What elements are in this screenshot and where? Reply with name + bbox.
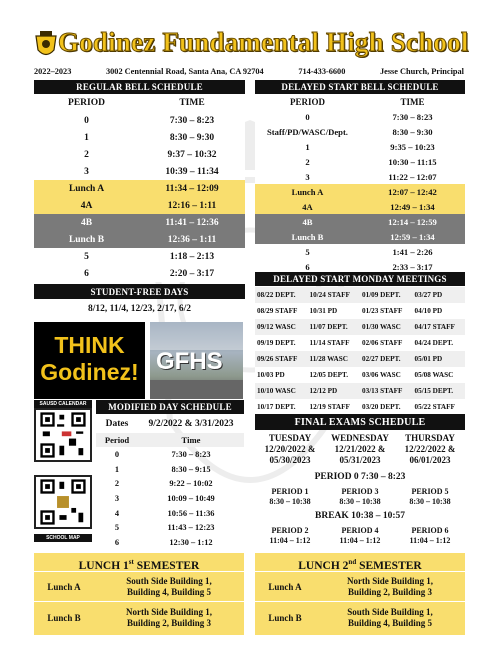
- col-time: TIME: [179, 98, 205, 108]
- meeting-cell: 10/17 DEPT.: [257, 403, 296, 411]
- period-cell: 1: [305, 141, 310, 152]
- time-cell: 1:41 – 2:26: [392, 246, 433, 257]
- final-period-name: PERIOD 6: [411, 526, 449, 535]
- school-name: Godinez Fundamental High School: [58, 27, 469, 57]
- period-cell: 1: [114, 464, 120, 474]
- meeting-cell: 04/10 PD: [414, 307, 443, 315]
- final-period-col: [395, 526, 465, 546]
- time-cell: 12:07 – 12:42: [388, 186, 437, 197]
- meeting-cell: 10/10 WASC: [257, 387, 296, 395]
- campus-photo: [150, 322, 243, 399]
- lunch2-title: LUNCH 2nd SEMESTER: [298, 558, 422, 572]
- time-cell: 9:37 – 10:32: [167, 149, 217, 160]
- final-day-name: WEDNESDAY: [331, 433, 389, 443]
- principal-name: Jesse Church, Principal: [380, 67, 464, 76]
- meeting-cell: 10/31 PD: [309, 307, 338, 315]
- delayed-row: [255, 169, 465, 184]
- final-period-0: PERIOD 0 7:30 – 8:23: [314, 472, 406, 482]
- regular-row: [34, 112, 245, 129]
- school-crest-icon: [34, 30, 58, 60]
- lunch2-a-row: [255, 571, 465, 601]
- meeting-cell: 12/19 STAFF: [309, 403, 350, 411]
- time-cell: 10:09 – 10:49: [167, 493, 215, 503]
- free-days-dates: 8/12, 11/4, 12/23, 2/17, 6/2: [88, 304, 191, 314]
- final-day-name: THURSDAY: [405, 433, 455, 443]
- meeting-cell: 03/20 DEPT.: [362, 403, 401, 411]
- period-cell: 3: [305, 171, 310, 182]
- time-cell: 12:36 – 1:11: [167, 234, 217, 245]
- qr-calendar-label: SAUSD CALENDAR: [34, 400, 92, 408]
- final-period-time: 8:30 – 10:38: [269, 497, 311, 506]
- modified-row: [96, 447, 244, 462]
- final-day-date: 12/21/2022 &: [334, 444, 386, 454]
- period-cell: Lunch B: [68, 234, 105, 245]
- monday-meetings-table: [255, 287, 465, 415]
- final-exams-title: FINAL EXAMS SCHEDULE: [255, 414, 465, 430]
- time-cell: 7:30 – 8:23: [392, 111, 433, 122]
- meeting-cell: 12/12 PD: [309, 387, 338, 395]
- lunch2-b-label: Lunch B: [268, 612, 302, 623]
- final-day-col: [325, 433, 395, 466]
- regular-schedule-title: REGULAR BELL SCHEDULE: [34, 80, 245, 94]
- time-cell: 7:30 – 8:23: [169, 115, 215, 126]
- final-period-name: PERIOD 4: [341, 526, 379, 535]
- period-cell: 4A: [80, 200, 93, 211]
- meeting-cell: 01/30 WASC: [362, 323, 401, 331]
- final-day-col: [255, 433, 325, 466]
- period-cell: Lunch A: [291, 186, 324, 197]
- meeting-cell: 05/22 STAFF: [414, 403, 455, 411]
- meeting-cell: 05/01 PD: [414, 355, 443, 363]
- final-period-col: [325, 487, 395, 507]
- delayed-row: [255, 199, 465, 214]
- col-time: Time: [181, 435, 201, 445]
- qr-code-icon: [34, 408, 92, 462]
- qr-calendar[interactable]: [34, 400, 92, 467]
- meeting-cell: 04/17 STAFF: [414, 323, 455, 331]
- free-days-title: STUDENT-FREE DAYS: [34, 284, 245, 299]
- modified-row: [96, 476, 244, 491]
- time-cell: 10:39 – 11:34: [165, 166, 219, 177]
- period-cell: 6: [114, 537, 120, 547]
- meeting-cell: 10/24 STAFF: [309, 291, 350, 299]
- meeting-cell: 05/15 DEPT.: [414, 387, 454, 395]
- period-cell: 5: [114, 523, 120, 533]
- lunch2-b-row: [255, 601, 465, 633]
- regular-row: [34, 129, 245, 146]
- period-cell: Staff/PD/WASC/Dept.: [267, 126, 348, 137]
- lunch1-a-label: Lunch A: [47, 581, 81, 592]
- modified-dates-label: Dates: [105, 419, 129, 429]
- delayed-row: [255, 229, 465, 244]
- period-cell: 5: [305, 246, 310, 257]
- meeting-cell: 03/06 WASC: [362, 371, 401, 379]
- info-bar: [34, 67, 464, 79]
- delayed-header-row: [255, 94, 465, 109]
- think-line-1: THINK: [54, 332, 125, 358]
- delayed-schedule-title: DELAYED START BELL SCHEDULE: [255, 80, 465, 94]
- time-cell: 12:14 – 12:59: [388, 216, 437, 227]
- lunch2-a-label: Lunch A: [268, 581, 302, 592]
- modified-dates-value: 9/2/2022 & 3/31/2023: [148, 419, 234, 429]
- school-year: 2022–2023: [34, 67, 72, 76]
- final-day-date: 12/20/2022 &: [264, 444, 316, 454]
- final-day-name: TUESDAY: [268, 433, 312, 443]
- think-godinez-banner: [34, 322, 145, 399]
- school-address: 3002 Centennial Road, Santa Ana, CA 92704: [106, 67, 264, 76]
- final-period-col: [255, 526, 325, 546]
- qr-code-icon: [34, 475, 92, 529]
- meeting-cell: 01/09 DEPT.: [362, 291, 401, 299]
- final-period-col: [395, 487, 465, 507]
- school-phone: 714-433-6600: [298, 67, 346, 76]
- meeting-cell: 09/19 DEPT.: [257, 339, 296, 347]
- modified-row: [96, 506, 244, 521]
- period-cell: 6: [84, 268, 89, 279]
- meeting-row: [255, 303, 465, 319]
- period-cell: 0: [114, 449, 120, 459]
- meeting-cell: 02/06 STAFF: [362, 339, 403, 347]
- modified-row: [96, 491, 244, 506]
- final-period-name: PERIOD 3: [341, 487, 379, 496]
- meeting-cell: 09/12 WASC: [257, 323, 296, 331]
- delayed-row: [255, 214, 465, 229]
- period-cell: 6: [305, 261, 310, 272]
- meeting-cell: 11/28 WASC: [309, 355, 348, 363]
- regular-row: [34, 180, 245, 197]
- period-cell: 4A: [302, 201, 313, 212]
- meeting-row: [255, 399, 465, 415]
- final-exam-days: [255, 433, 465, 466]
- regular-header-row: [34, 94, 245, 112]
- qr-map-label: SCHOOL MAP: [34, 534, 92, 542]
- delayed-row: [255, 244, 465, 259]
- meeting-cell: 09/26 STAFF: [257, 355, 298, 363]
- lunch2-a-location: North Side Building 1, Building 2, Building 3: [346, 575, 434, 597]
- meeting-cell: 03/13 STAFF: [362, 387, 403, 395]
- regular-row: [34, 146, 245, 163]
- final-period-time: 11:04 – 1:12: [269, 536, 311, 545]
- modified-row: [96, 462, 244, 477]
- delayed-row: [255, 154, 465, 169]
- meeting-cell: 05/08 WASC: [414, 371, 454, 379]
- final-period-time: 8:30 – 10:38: [339, 497, 381, 506]
- meeting-cell: 03/27 PD: [414, 291, 443, 299]
- modified-row: [96, 520, 244, 535]
- final-period-time: 11:04 – 1:12: [339, 536, 381, 545]
- col-time: TIME: [400, 96, 425, 107]
- meeting-cell: 04/24 DEPT.: [414, 339, 454, 347]
- period-cell: 2: [114, 479, 120, 489]
- delayed-schedule-table: [255, 94, 465, 274]
- modified-schedule-table: [96, 433, 244, 550]
- regular-row: [34, 163, 245, 180]
- period-cell: 4B: [302, 216, 313, 227]
- delayed-row: [255, 109, 465, 124]
- final-period-name: PERIOD 2: [271, 526, 309, 535]
- period-cell: 5: [84, 251, 89, 262]
- meeting-cell: 12/05 DEPT.: [309, 371, 349, 379]
- meeting-row: [255, 319, 465, 335]
- final-period-name: PERIOD 5: [411, 487, 449, 496]
- period-cell: Lunch A: [68, 183, 105, 194]
- period-cell: 4B: [80, 217, 93, 228]
- lunch1-a-row: [34, 571, 244, 601]
- final-day-date: 06/01/2023: [409, 455, 451, 465]
- lunch-second-semester: [255, 553, 465, 635]
- modified-row: [96, 535, 244, 550]
- time-cell: 8:30 – 9:30: [169, 132, 215, 143]
- regular-row: [34, 197, 245, 214]
- time-cell: 12:59 – 1:34: [390, 231, 435, 242]
- col-period: PERIOD: [68, 98, 105, 108]
- campus-sign-text: GFHS: [156, 348, 223, 375]
- regular-row: [34, 265, 245, 282]
- time-cell: 11:22 – 12:07: [388, 171, 437, 182]
- time-cell: 9:22 – 10:02: [169, 479, 213, 489]
- time-cell: 11:43 – 12:23: [167, 523, 215, 533]
- meeting-row: [255, 383, 465, 399]
- delayed-row: [255, 139, 465, 154]
- meeting-cell: 02/27 DEPT.: [362, 355, 401, 363]
- time-cell: 8:30 – 9:15: [171, 464, 211, 474]
- modified-schedule-title: MODIFIED DAY SCHEDULE: [96, 400, 244, 414]
- think-line-2: Godinez!: [40, 359, 139, 385]
- qr-school-map[interactable]: [34, 475, 92, 542]
- time-cell: 10:56 – 11:36: [167, 508, 215, 518]
- regular-schedule-table: [34, 94, 245, 282]
- period-cell: 1: [84, 132, 89, 143]
- time-cell: 11:41 – 12:36: [165, 217, 219, 228]
- final-day-col: [395, 433, 465, 466]
- regular-row: [34, 231, 245, 248]
- final-period-col: [255, 487, 325, 507]
- col-period: Period: [104, 435, 130, 445]
- time-cell: 9:35 – 10:23: [390, 141, 435, 152]
- final-period-time: 11:04 – 1:12: [409, 536, 451, 545]
- period-cell: 2: [84, 149, 89, 160]
- time-cell: 2:33 – 3:17: [392, 261, 433, 272]
- final-period-name: PERIOD 1: [271, 487, 309, 496]
- meeting-cell: 01/23 STAFF: [362, 307, 403, 315]
- final-day-date: 12/22/2022 &: [404, 444, 456, 454]
- col-period: PERIOD: [289, 96, 325, 107]
- time-cell: 11:34 – 12:09: [165, 183, 219, 194]
- final-period-col: [325, 526, 395, 546]
- lunch2-b-location: South Side Building 1, Building 4, Building 5: [347, 606, 433, 628]
- regular-row: [34, 214, 245, 231]
- meeting-cell: 08/22 DEPT.: [257, 291, 296, 299]
- period-cell: 3: [84, 166, 89, 177]
- monday-meetings-title: DELAYED START MONDAY MEETINGS: [255, 272, 465, 286]
- delayed-row: [255, 184, 465, 199]
- time-cell: 7:30 – 8:23: [171, 449, 211, 459]
- final-period-time: 8:30 – 10:38: [409, 497, 451, 506]
- meeting-cell: 10/03 PD: [257, 371, 285, 379]
- time-cell: 2:20 – 3:17: [169, 268, 215, 279]
- final-first-block: [255, 487, 465, 507]
- meeting-cell: 08/29 STAFF: [257, 307, 298, 315]
- meeting-cell: 11/14 STAFF: [309, 339, 350, 347]
- final-second-block: [255, 526, 465, 546]
- final-day-date: 05/30/2023: [269, 455, 311, 465]
- period-cell: 4: [114, 508, 120, 518]
- lunch1-b-row: [34, 601, 244, 633]
- delayed-row: [255, 124, 465, 139]
- period-cell: 0: [84, 115, 89, 126]
- regular-row: [34, 248, 245, 265]
- meeting-row: [255, 335, 465, 351]
- meeting-cell: 11/07 DEPT.: [309, 323, 348, 331]
- time-cell: 12:30 – 1:12: [169, 537, 213, 547]
- lunch1-b-label: Lunch B: [47, 612, 81, 623]
- lunch-first-semester: [34, 553, 244, 635]
- modified-dates-row: [96, 416, 244, 432]
- period-cell: 3: [114, 493, 120, 503]
- final-day-date: 05/31/2023: [339, 455, 381, 465]
- time-cell: 8:30 – 9:30: [392, 126, 433, 137]
- lunch1-title: LUNCH 1st SEMESTER: [78, 558, 200, 572]
- time-cell: 12:49 – 1:34: [390, 201, 435, 212]
- lunch1-b-location: North Side Building 1, Building 2, Building 3: [125, 606, 213, 628]
- modified-header-row: [96, 433, 244, 447]
- final-break: BREAK 10:38 – 10:57: [315, 511, 405, 521]
- period-cell: Lunch B: [291, 231, 324, 242]
- time-cell: 10:30 – 11:15: [388, 156, 437, 167]
- time-cell: 12:16 – 1:11: [167, 200, 217, 211]
- meeting-row: [255, 287, 465, 303]
- meeting-row: [255, 351, 465, 367]
- period-cell: 0: [305, 111, 310, 122]
- meeting-row: [255, 367, 465, 383]
- period-cell: 2: [305, 156, 310, 167]
- lunch1-a-location: South Side Building 1, Building 4, Building 5: [126, 575, 212, 597]
- time-cell: 1:18 – 2:13: [169, 251, 215, 262]
